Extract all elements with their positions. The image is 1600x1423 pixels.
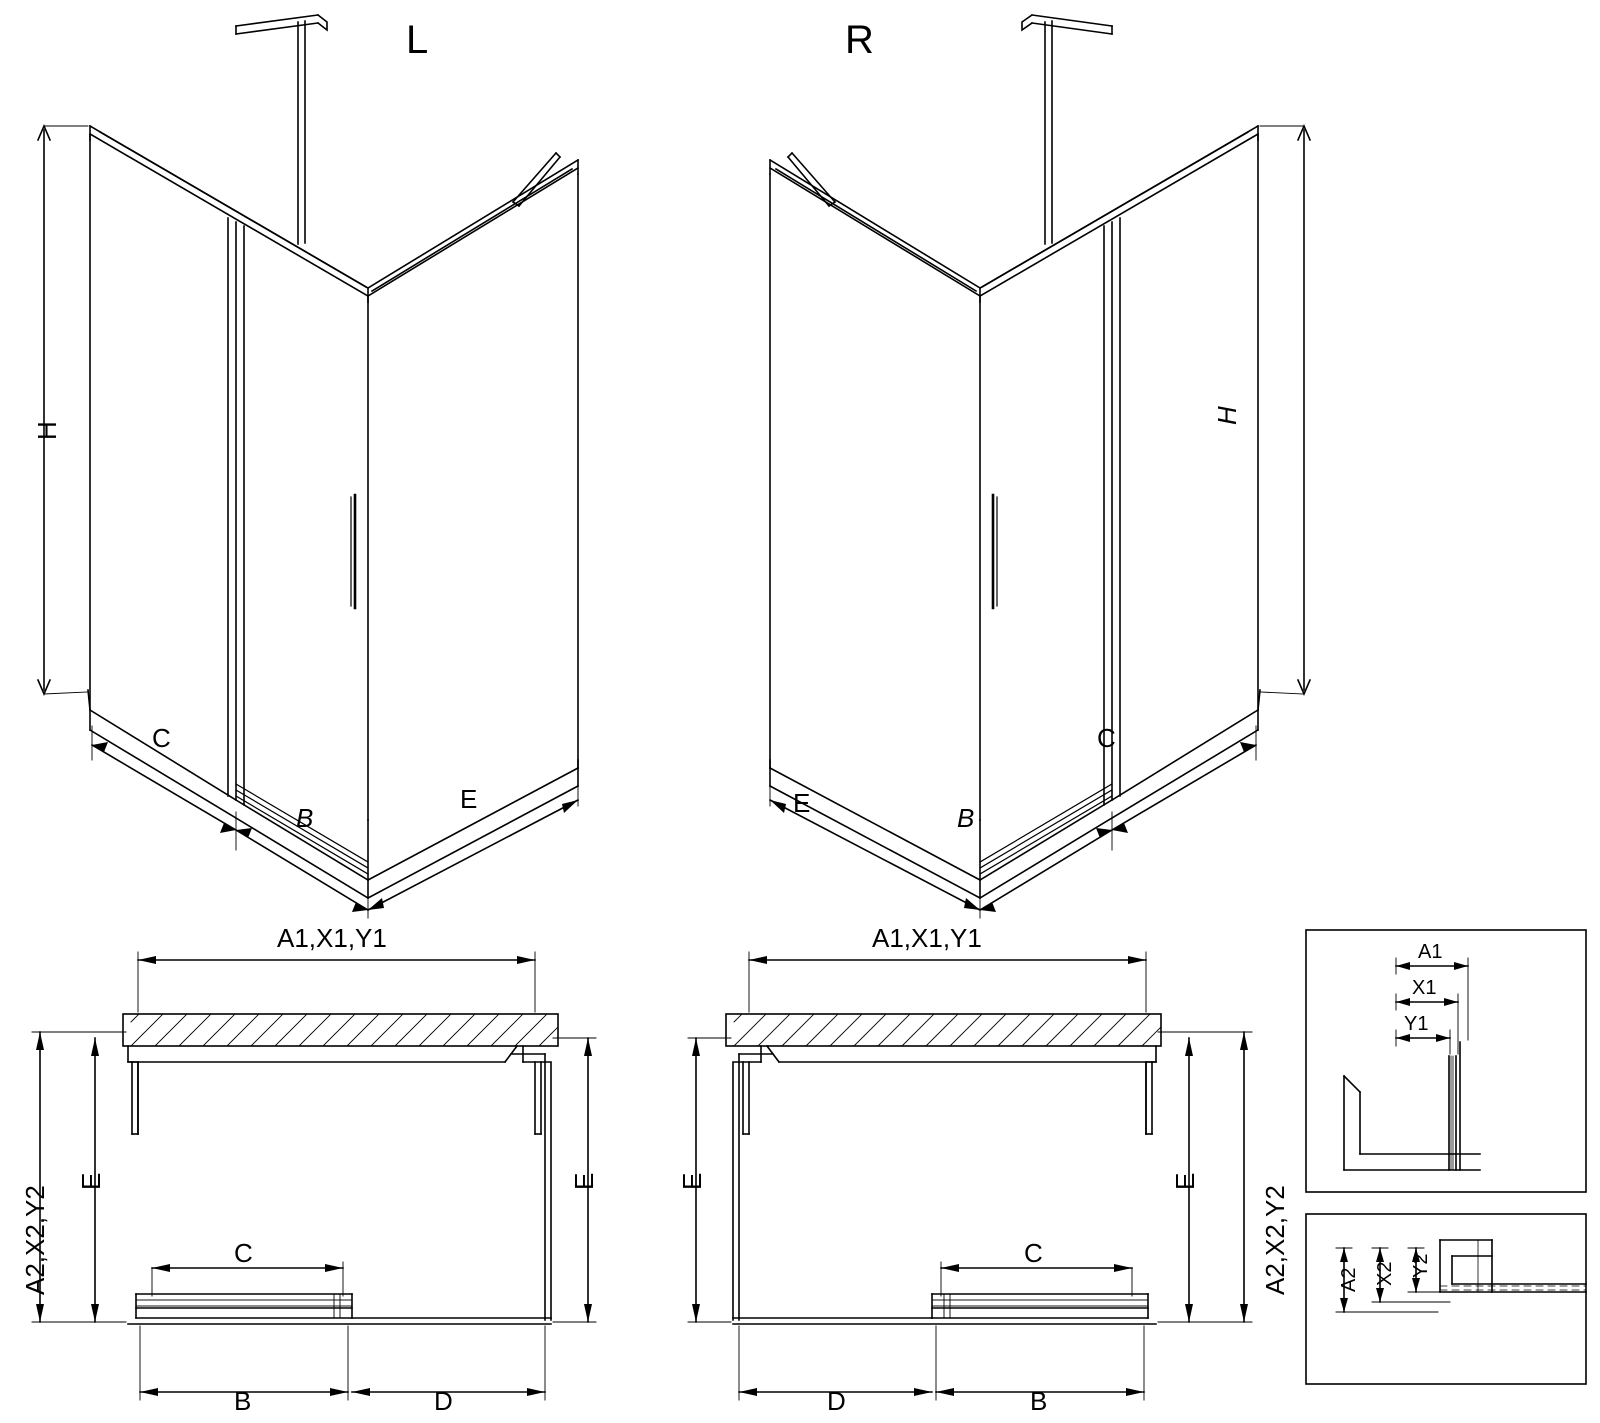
detail-bottom [1306,1214,1586,1384]
plan-left-left-dim: A2,X2,Y2 [20,1185,50,1295]
detail-bottom-dim-y2: Y2 [1410,1253,1432,1278]
plan-left-E-left: E [76,1172,106,1190]
dim-label-H-left: H [32,421,62,440]
plan-right-C: C [1024,1238,1043,1268]
dim-H-right [1260,126,1310,694]
plan-right [726,1014,1161,1324]
dim-label-E-left: E [460,784,478,814]
detail-bottom-dim-a2: A2 [1338,1267,1360,1292]
dim-label-C-left: C [152,723,171,753]
dim-label-B-right: B [957,803,975,833]
plan-right-D: D [827,1386,846,1416]
plan-left [123,1014,558,1324]
plan-left-D: D [434,1386,453,1416]
view-label-left: L [406,18,429,62]
detail-top-dim-x1: X1 [1412,977,1437,999]
view-label-right: R [845,18,874,62]
dim-CBE-left [92,723,578,918]
dim-label-C-right: C [1097,723,1116,753]
dim-label-B-left: B [296,803,314,833]
dim-label-H-right: H [1212,406,1242,425]
detail-top-dim-y1: Y1 [1404,1013,1429,1035]
dim-label-E-right: E [793,788,811,818]
plan-right-top-dim: A1,X1,Y1 [872,923,982,953]
iso-right-enclosure [770,15,1260,898]
detail-bottom-dim-x2: X2 [1374,1261,1396,1286]
plan-right-E-right: E [1170,1172,1200,1190]
detail-top-dim-a1: A1 [1418,941,1443,963]
plan-left-top-dim: A1,X1,Y1 [277,923,387,953]
plan-right-dims [688,952,1252,1400]
plan-right-E-left: E [677,1172,707,1190]
plan-right-B: B [1030,1386,1048,1416]
dim-H-left [38,126,88,694]
iso-left-enclosure [88,15,578,898]
plan-left-C: C [234,1238,253,1268]
plan-left-E-right: E [569,1172,599,1190]
plan-right-right-dim: A2,X2,Y2 [1260,1185,1290,1295]
plan-left-dims [32,952,599,1400]
plan-left-B: B [234,1386,252,1416]
detail-top [1306,930,1586,1192]
dim-CBE-right [770,723,1256,918]
